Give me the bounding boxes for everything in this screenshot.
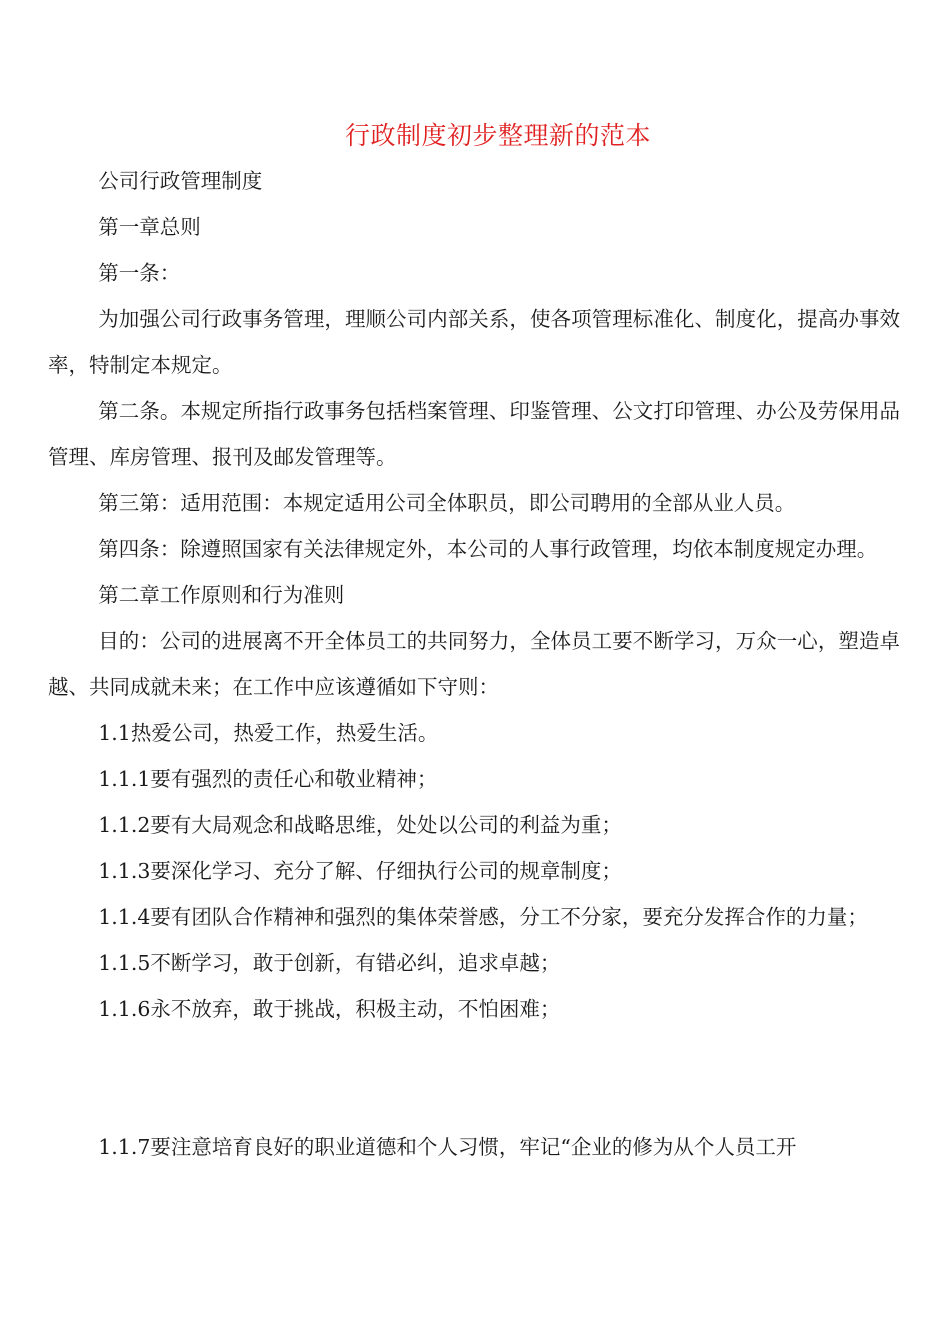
list-item: 1.1.5不断学习，敢于创新，有错必纠，追求卓越； [98,951,561,975]
list-item: 1.1.7要注意培育良好的职业道德和个人习惯，牢记“企业的修为从个人员工开 [98,1135,797,1159]
document-title: 行政制度初步整理新的范本 [344,121,651,150]
list-item: 1.1.1要有强烈的责任心和敬业精神； [98,767,438,791]
paragraph: 第三第：适用范围：本规定适用公司全体职员，即公司聘用的全部从业人员。 [98,491,796,515]
list-item: 1.1.6永不放弃，敢于挑战，积极主动，不怕困难； [98,997,561,1021]
chapter-heading: 第二章工作原则和行为准则 [98,583,345,607]
document-body [48,158,900,1170]
list-item: 1.1热爱公司，热爱工作，热爱生活。 [98,721,439,745]
paragraph: 公司行政管理制度 [98,169,263,193]
list-item: 1.1.2要有大局观念和战略思维，处处以公司的利益为重； [98,813,622,837]
paragraph: 第二条。本规定所指行政事务包括档案管理、印鉴管理、公文打印管理、办公及劳保用品管理、库房管理、报刊及邮发管理等。 [48,399,900,469]
article-heading: 第一条： [98,261,181,285]
page-gap [48,1032,900,1124]
list-item: 1.1.4要有团队合作精神和强烈的集体荣誉感，分工不分家，要充分发挥合作的力量； [98,905,868,929]
paragraph: 为加强公司行政事务管理，理顺公司内部关系，使各项管理标准化、制度化，提高办事效率，特制定本规定。 [48,307,900,377]
chapter-heading: 第一章总则 [98,215,201,239]
paragraph: 第四条：除遵照国家有关法律规定外，本公司的人事行政管理，均依本制度规定办理。 [98,537,878,561]
paragraph: 目的：公司的进展离不开全体员工的共同努力，全体员工要不断学习，万众一心，塑造卓越、共同成就未来；在工作中应该遵循如下守则： [48,629,900,699]
list-item: 1.1.3要深化学习、充分了解、仔细执行公司的规章制度； [98,859,622,883]
